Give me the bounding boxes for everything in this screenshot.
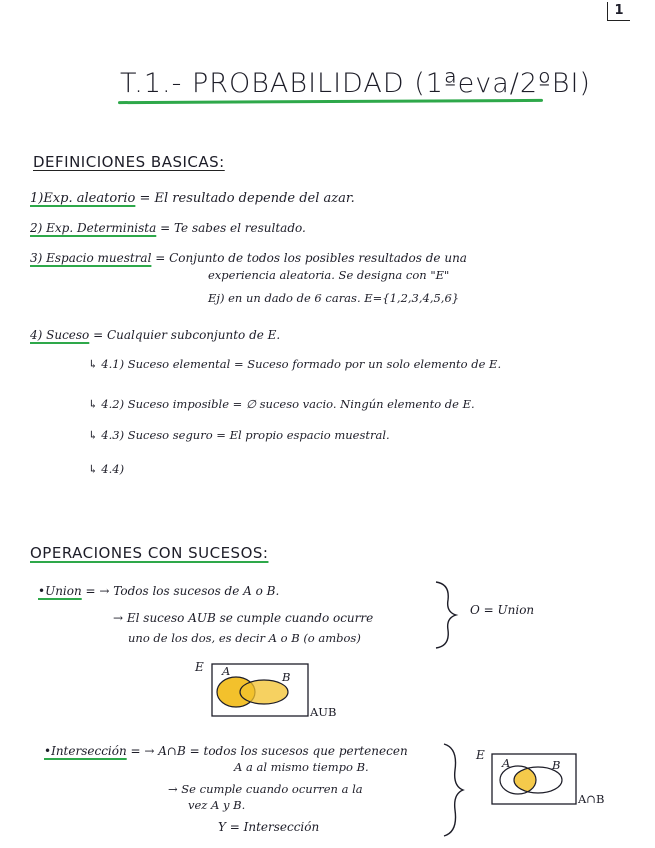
- subitem-4-3: ↳ 4.3) Suceso seguro = El propio espacio muestral.: [88, 428, 390, 442]
- definition-3-example: Ej) en un dado de 6 caras. E={1,2,3,4,5,6}: [208, 291, 460, 305]
- section-heading-operaciones: OPERACIONES CON SUCESOS:: [30, 544, 269, 562]
- definition-1-label: 1)Exp. aleatorio: [30, 191, 136, 206]
- interseccion-line-1: [44, 744, 408, 758]
- union-label: •Union: [38, 584, 82, 598]
- union-text-1: = → Todos los sucesos de A o B.: [85, 584, 280, 598]
- definition-3: [30, 251, 467, 265]
- union-line-2: → El suceso AUB se cumple cuando ocurre: [113, 611, 374, 625]
- union-brace: [432, 580, 462, 650]
- definition-1: [30, 191, 355, 206]
- union-result: O = Union: [470, 603, 535, 617]
- subitem-4-4: ↳ 4.4): [88, 462, 125, 476]
- definition-4-label: 4) Suceso: [30, 328, 90, 342]
- definition-2: [30, 221, 306, 235]
- page-title: T.1.- PROBABILIDAD (1ªeva/2ºBI): [120, 68, 591, 99]
- interseccion-venn-a-label: A: [502, 756, 511, 770]
- interseccion-brace: [440, 742, 468, 838]
- definition-3-line-1: = Conjunto de todos los posibles resultados de una: [155, 251, 467, 265]
- interseccion-line-3: → Se cumple cuando ocurren a la: [168, 782, 363, 796]
- definition-3-label: 3) Espacio muestral: [30, 251, 152, 265]
- union-venn-set-label: E: [195, 660, 204, 674]
- interseccion-line-2: A a al mismo tiempo B.: [234, 760, 369, 774]
- definition-2-text: = Te sabes el resultado.: [160, 221, 306, 235]
- subitem-4-1: ↳ 4.1) Suceso elemental = Suceso formado por un solo elemento de E.: [88, 357, 502, 371]
- title-underline: [118, 99, 543, 104]
- interseccion-venn-caption: A∩B: [578, 792, 605, 806]
- section-heading-definiciones: DEFINICIONES BASICAS:: [33, 153, 225, 171]
- definition-4-text: = Cualquier subconjunto de E.: [93, 328, 281, 342]
- definition-1-text: = El resultado depende del azar.: [139, 191, 355, 206]
- interseccion-text-1: = → A∩B = todos los sucesos que pertenecen: [130, 744, 408, 758]
- union-line-1: [38, 584, 279, 598]
- definition-4: [30, 328, 280, 342]
- interseccion-venn-b-label: B: [552, 758, 561, 772]
- interseccion-line-4: vez A y B.: [188, 798, 246, 812]
- definition-3-line-2: experiencia aleatoria. Se designa con "E": [208, 268, 450, 282]
- subitem-4-2: ↳ 4.2) Suceso imposible = ∅ suceso vacio. Ningún elemento de E.: [88, 397, 475, 411]
- union-venn-caption: AUB: [310, 705, 337, 719]
- definition-2-label: 2) Exp. Determinista: [30, 221, 157, 235]
- interseccion-label: •Intersección: [44, 744, 127, 758]
- union-line-3: uno de los dos, es decir A o B (o ambos): [128, 631, 361, 645]
- interseccion-venn-diagram: [474, 748, 624, 816]
- union-venn-b-label: B: [282, 670, 291, 684]
- union-venn-a-label: A: [222, 664, 231, 678]
- union-venn-diagram: [190, 660, 340, 728]
- page-number: 1: [607, 2, 630, 21]
- interseccion-venn-set-label: E: [476, 748, 485, 762]
- interseccion-result: Y = Intersección: [218, 820, 320, 834]
